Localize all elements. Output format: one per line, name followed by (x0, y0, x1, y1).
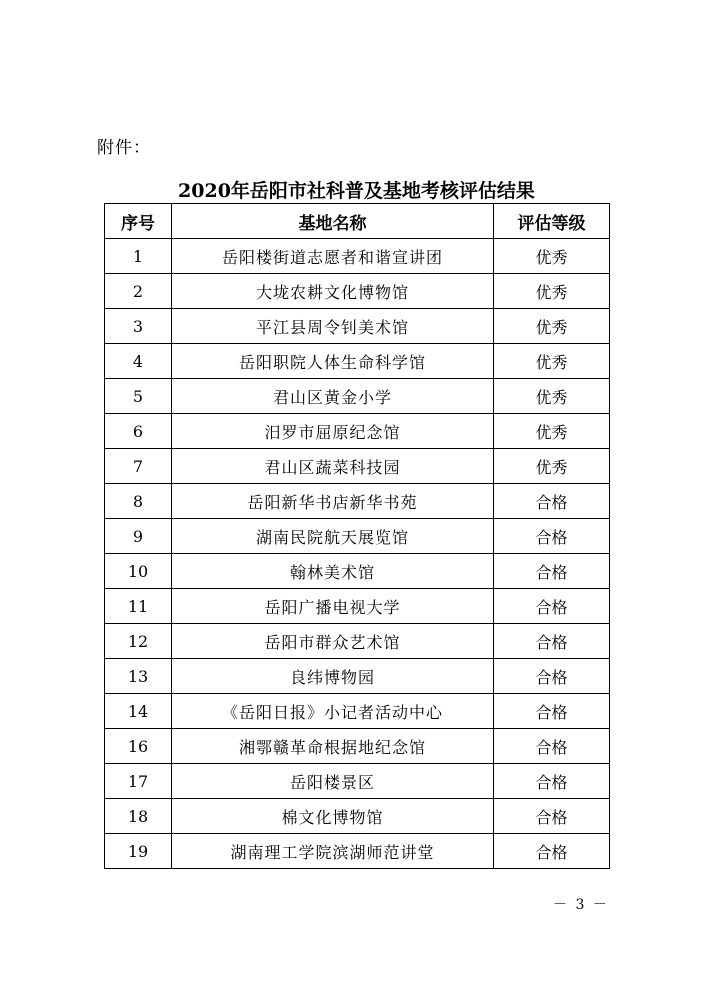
row-seq: 6 (105, 414, 172, 449)
table-row (105, 624, 610, 659)
row-seq: 12 (105, 624, 172, 659)
row-seq: 16 (105, 729, 172, 764)
document-title: 2020年岳阳市社科普及基地考核评估结果 (178, 180, 535, 202)
row-base-name: 汨罗市屈原纪念馆 (172, 414, 494, 449)
row-grade: 合格 (494, 519, 610, 554)
row-grade: 合格 (494, 764, 610, 799)
row-base-name: 岳阳职院人体生命科学馆 (172, 344, 494, 379)
row-seq: 13 (105, 659, 172, 694)
row-base-name: 岳阳广播电视大学 (172, 589, 494, 624)
table-row (105, 239, 610, 274)
row-seq: 1 (105, 239, 172, 274)
table-row (105, 519, 610, 554)
table-row (105, 379, 610, 414)
table-row (105, 449, 610, 484)
row-grade: 合格 (494, 834, 610, 869)
row-seq: 18 (105, 799, 172, 834)
table-row (105, 659, 610, 694)
table-row (105, 344, 610, 379)
table-row (105, 764, 610, 799)
table-row (105, 729, 610, 764)
table-row (105, 799, 610, 834)
row-grade: 合格 (494, 729, 610, 764)
row-grade: 优秀 (494, 414, 610, 449)
row-base-name: 岳阳楼街道志愿者和谐宣讲团 (172, 239, 494, 274)
row-base-name: 翰林美术馆 (172, 554, 494, 589)
row-seq: 10 (105, 554, 172, 589)
row-grade: 合格 (494, 554, 610, 589)
results-table (104, 203, 610, 869)
row-seq: 19 (105, 834, 172, 869)
row-seq: 3 (105, 309, 172, 344)
row-grade: 合格 (494, 659, 610, 694)
row-grade: 优秀 (494, 379, 610, 414)
table-row (105, 554, 610, 589)
row-grade: 合格 (494, 799, 610, 834)
row-base-name: 棉文化博物馆 (172, 799, 494, 834)
row-seq: 7 (105, 449, 172, 484)
row-grade: 优秀 (494, 449, 610, 484)
row-base-name: 平江县周令钊美术馆 (172, 309, 494, 344)
row-grade: 合格 (494, 624, 610, 659)
row-grade: 合格 (494, 694, 610, 729)
row-seq: 8 (105, 484, 172, 519)
row-base-name: 湖南民院航天展览馆 (172, 519, 494, 554)
row-seq: 9 (105, 519, 172, 554)
attachment-label: 附件： (97, 138, 151, 158)
row-base-name: 君山区黄金小学 (172, 379, 494, 414)
row-base-name: 《岳阳日报》小记者活动中心 (172, 694, 494, 729)
row-grade: 优秀 (494, 344, 610, 379)
row-grade: 优秀 (494, 274, 610, 309)
table-row (105, 589, 610, 624)
row-base-name: 大垅农耕文化博物馆 (172, 274, 494, 309)
page-number: － 3 － (553, 897, 609, 913)
row-grade: 优秀 (494, 309, 610, 344)
row-base-name: 良纬博物园 (172, 659, 494, 694)
row-grade: 合格 (494, 484, 610, 519)
row-grade: 优秀 (494, 239, 610, 274)
row-seq: 5 (105, 379, 172, 414)
row-base-name: 君山区蔬菜科技园 (172, 449, 494, 484)
table-row (105, 274, 610, 309)
header-name: 基地名称 (172, 204, 494, 239)
row-seq: 14 (105, 694, 172, 729)
row-base-name: 湖南理工学院滨湖师范讲堂 (172, 834, 494, 869)
row-base-name: 岳阳市群众艺术馆 (172, 624, 494, 659)
row-seq: 2 (105, 274, 172, 309)
table-header-row (105, 204, 610, 239)
row-seq: 4 (105, 344, 172, 379)
row-grade: 合格 (494, 589, 610, 624)
table-body (105, 239, 610, 869)
row-seq: 11 (105, 589, 172, 624)
row-base-name: 岳阳楼景区 (172, 764, 494, 799)
row-base-name: 湘鄂赣革命根据地纪念馆 (172, 729, 494, 764)
table-row (105, 484, 610, 519)
table-row (105, 309, 610, 344)
table-row (105, 834, 610, 869)
header-seq: 序号 (105, 204, 172, 239)
row-base-name: 岳阳新华书店新华书苑 (172, 484, 494, 519)
table-row (105, 414, 610, 449)
header-grade: 评估等级 (494, 204, 610, 239)
row-seq: 17 (105, 764, 172, 799)
table-row (105, 694, 610, 729)
